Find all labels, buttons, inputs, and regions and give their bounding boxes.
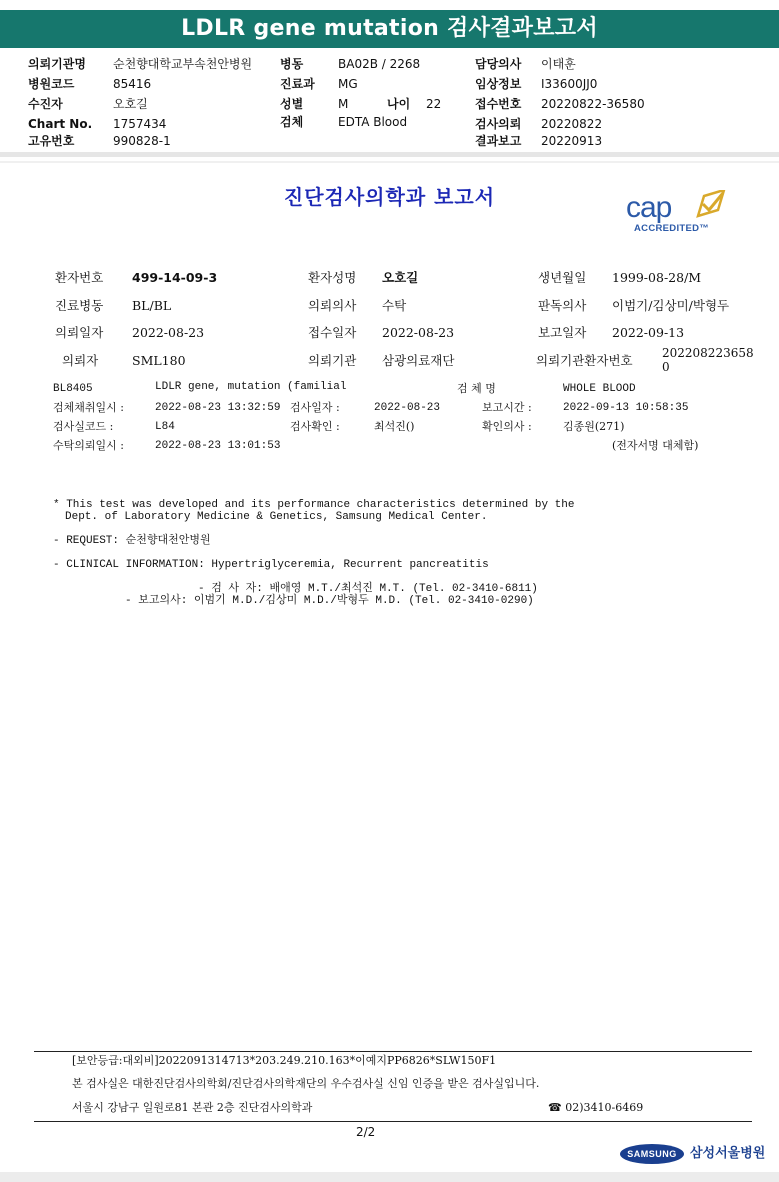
header-label-department: 진료과 xyxy=(280,77,315,91)
header-label-receipt-no: 접수번호 xyxy=(475,97,522,111)
test-lab-code-label: 검사실코드 : xyxy=(53,420,114,433)
test-confirm-doctor-label: 확인의사 : xyxy=(482,420,532,433)
note-tester: - 검 사 자: 배애영 M.T./최석진 M.T. (Tel. 02-3410-6811) xyxy=(198,583,538,595)
samsung-logo xyxy=(620,1144,684,1164)
cap-logo-word: cap xyxy=(626,191,672,224)
footer-certification: 본 검사실은 대한진단검사의학회/진단검사의학재단의 우수검사실 신임 인증을 받은 검사실입니다. xyxy=(72,1077,540,1090)
summary-value-reader: 이범기/김상미/박형두 xyxy=(612,298,730,313)
header-value-unique-no: 990828-1 xyxy=(113,134,171,148)
header-value-sex: M xyxy=(338,97,349,111)
summary-value-receipt-date: 2022-08-23 xyxy=(382,325,455,340)
summary-label-reader: 판독의사 xyxy=(538,298,587,313)
header-value-patient: 오호길 xyxy=(113,97,148,111)
summary-value-report-date: 2022-09-13 xyxy=(612,325,685,340)
header-label-institution: 의뢰기관명 xyxy=(28,57,86,71)
header-label-physician: 담당의사 xyxy=(475,57,522,71)
summary-label-org-patient-no: 의뢰기관환자번호 xyxy=(536,353,633,368)
electronic-signature-note: (전자서명 대체함) xyxy=(612,439,699,452)
header-value-ward: BA02B / 2268 xyxy=(338,57,421,71)
summary-value-patient-name: 오호길 xyxy=(382,270,419,285)
test-confirm-doctor-value: 김종원(271) xyxy=(563,420,625,433)
note-disclaimer-line2: Dept. of Laboratory Medicine & Genetics, Samsung Medical Center. xyxy=(65,511,488,523)
footer-rule-bottom xyxy=(34,1121,752,1122)
summary-value-ward: BL/BL xyxy=(132,298,172,313)
page-number: 2/2 xyxy=(356,1125,376,1139)
summary-label-request-date: 의뢰일자 xyxy=(55,325,104,340)
header-value-receipt-no: 20220822-36580 xyxy=(541,97,645,111)
note-clinical-info: - CLINICAL INFORMATION: Hypertriglyceremia, Recurrent pancreatitis xyxy=(53,559,489,571)
samsung-logo-text: SAMSUNG xyxy=(620,1144,684,1164)
cap-accredited-logo xyxy=(622,190,732,240)
header-divider xyxy=(0,152,779,157)
summary-value-org-patient-no-line1: 202208223658 xyxy=(662,346,754,360)
test-report-time-label: 보고시간 : xyxy=(482,401,532,414)
summary-value-patient-no: 499-14-09-3 xyxy=(132,270,218,285)
summary-label-receipt-date: 접수일자 xyxy=(308,325,357,340)
test-confirm-label: 검사확인 : xyxy=(290,420,340,433)
summary-label-report-date: 보고일자 xyxy=(538,325,587,340)
summary-value-doctor: 수탁 xyxy=(382,298,407,313)
summary-value-org-patient-no-line2: 0 xyxy=(662,360,670,374)
summary-label-patient-name: 환자성명 xyxy=(308,270,357,285)
header-value-age: 22 xyxy=(426,97,442,111)
header-value-department: MG xyxy=(338,77,358,91)
summary-label-ward: 진료병동 xyxy=(55,298,104,313)
note-request: - REQUEST: 순천향대천안병원 xyxy=(53,535,211,547)
test-code: BL8405 xyxy=(53,383,93,395)
page-bottom-band xyxy=(0,1172,779,1182)
summary-value-dob: 1999-08-28/M xyxy=(612,270,702,285)
test-collect-label: 검체채취일시 : xyxy=(53,401,124,414)
summary-label-request-org: 의뢰기관 xyxy=(308,353,357,368)
header-value-chart-no: 1757434 xyxy=(113,117,167,131)
header-value-institution: 순천향대학교부속천안병원 xyxy=(113,57,253,71)
report-banner-title: LDLR gene mutation 검사결과보고서 xyxy=(0,10,779,48)
header-label-age: 나이 xyxy=(387,97,411,111)
hospital-name-logo: 삼성서울병원 xyxy=(690,1146,766,1161)
summary-value-requester: SML180 xyxy=(132,353,186,368)
header-value-specimen: EDTA Blood xyxy=(338,115,408,129)
test-confirm-value: 최석진() xyxy=(374,420,415,433)
footer-phone: ☎ 02)3410-6469 xyxy=(548,1101,644,1114)
header-divider-thin xyxy=(0,161,779,163)
header-label-patient: 수진자 xyxy=(28,97,63,111)
test-collect-value: 2022-08-23 13:32:59 xyxy=(155,402,281,414)
test-specimen-label: 검 체 명 xyxy=(457,382,496,395)
summary-label-dob: 생년월일 xyxy=(538,270,587,285)
cap-checkmark-icon xyxy=(696,190,726,218)
test-name: LDLR gene, mutation (familial xyxy=(155,381,347,393)
summary-value-request-org: 삼광의료재단 xyxy=(382,353,455,368)
test-date-value: 2022-08-23 xyxy=(374,402,441,414)
department-report-title: 진단검사의학과 보고서 xyxy=(283,185,496,209)
header-label-clinical-info: 임상정보 xyxy=(475,77,522,91)
header-label-request-date: 검사의뢰 xyxy=(475,117,522,131)
footer-address: 서울시 강남구 일원로81 본관 2층 진단검사의학과 xyxy=(72,1101,313,1114)
header-value-hospital-code: 85416 xyxy=(113,77,152,91)
header-label-ward: 병동 xyxy=(280,57,304,71)
summary-label-patient-no: 환자번호 xyxy=(55,270,104,285)
test-outsource-value: 2022-08-23 13:01:53 xyxy=(155,440,281,452)
test-report-time-value: 2022-09-13 10:58:35 xyxy=(563,402,689,414)
summary-label-requester: 의뢰자 xyxy=(62,353,99,368)
header-label-result-date: 결과보고 xyxy=(475,134,522,148)
header-value-physician: 이태훈 xyxy=(541,57,576,71)
test-outsource-label: 수탁의뢰일시 : xyxy=(53,439,124,452)
header-value-result-date: 20220913 xyxy=(541,134,603,148)
test-date-label: 검사일자 : xyxy=(290,401,340,414)
header-label-hospital-code: 병원코드 xyxy=(28,77,75,91)
test-lab-code-value: L84 xyxy=(155,421,175,433)
summary-value-request-date: 2022-08-23 xyxy=(132,325,205,340)
note-disclaimer-line1: * This test was developed and its performance characteristics determined by the xyxy=(53,499,575,511)
header-value-clinical-info: I33600JJ0 xyxy=(541,77,598,91)
footer-security-line: [보안등급:대외비]2022091314713*203.249.210.163*이예지PP6826*SLW150F1 xyxy=(72,1054,497,1067)
header-value-request-date: 20220822 xyxy=(541,117,603,131)
header-label-unique-no: 고유번호 xyxy=(28,134,75,148)
test-specimen-value: WHOLE BLOOD xyxy=(563,383,636,395)
footer-rule-top xyxy=(34,1051,752,1052)
cap-logo-accredited: ACCREDITED™ xyxy=(634,223,710,234)
summary-label-doctor: 의뢰의사 xyxy=(308,298,357,313)
header-label-chart-no: Chart No. xyxy=(28,117,93,131)
note-reporting-physician: - 보고의사: 이범기 M.D./김상미 M.D./박형두 M.D. (Tel. 02-3410-0290) xyxy=(125,595,534,607)
header-label-sex: 성별 xyxy=(280,97,304,111)
header-label-specimen: 검체 xyxy=(280,115,304,129)
